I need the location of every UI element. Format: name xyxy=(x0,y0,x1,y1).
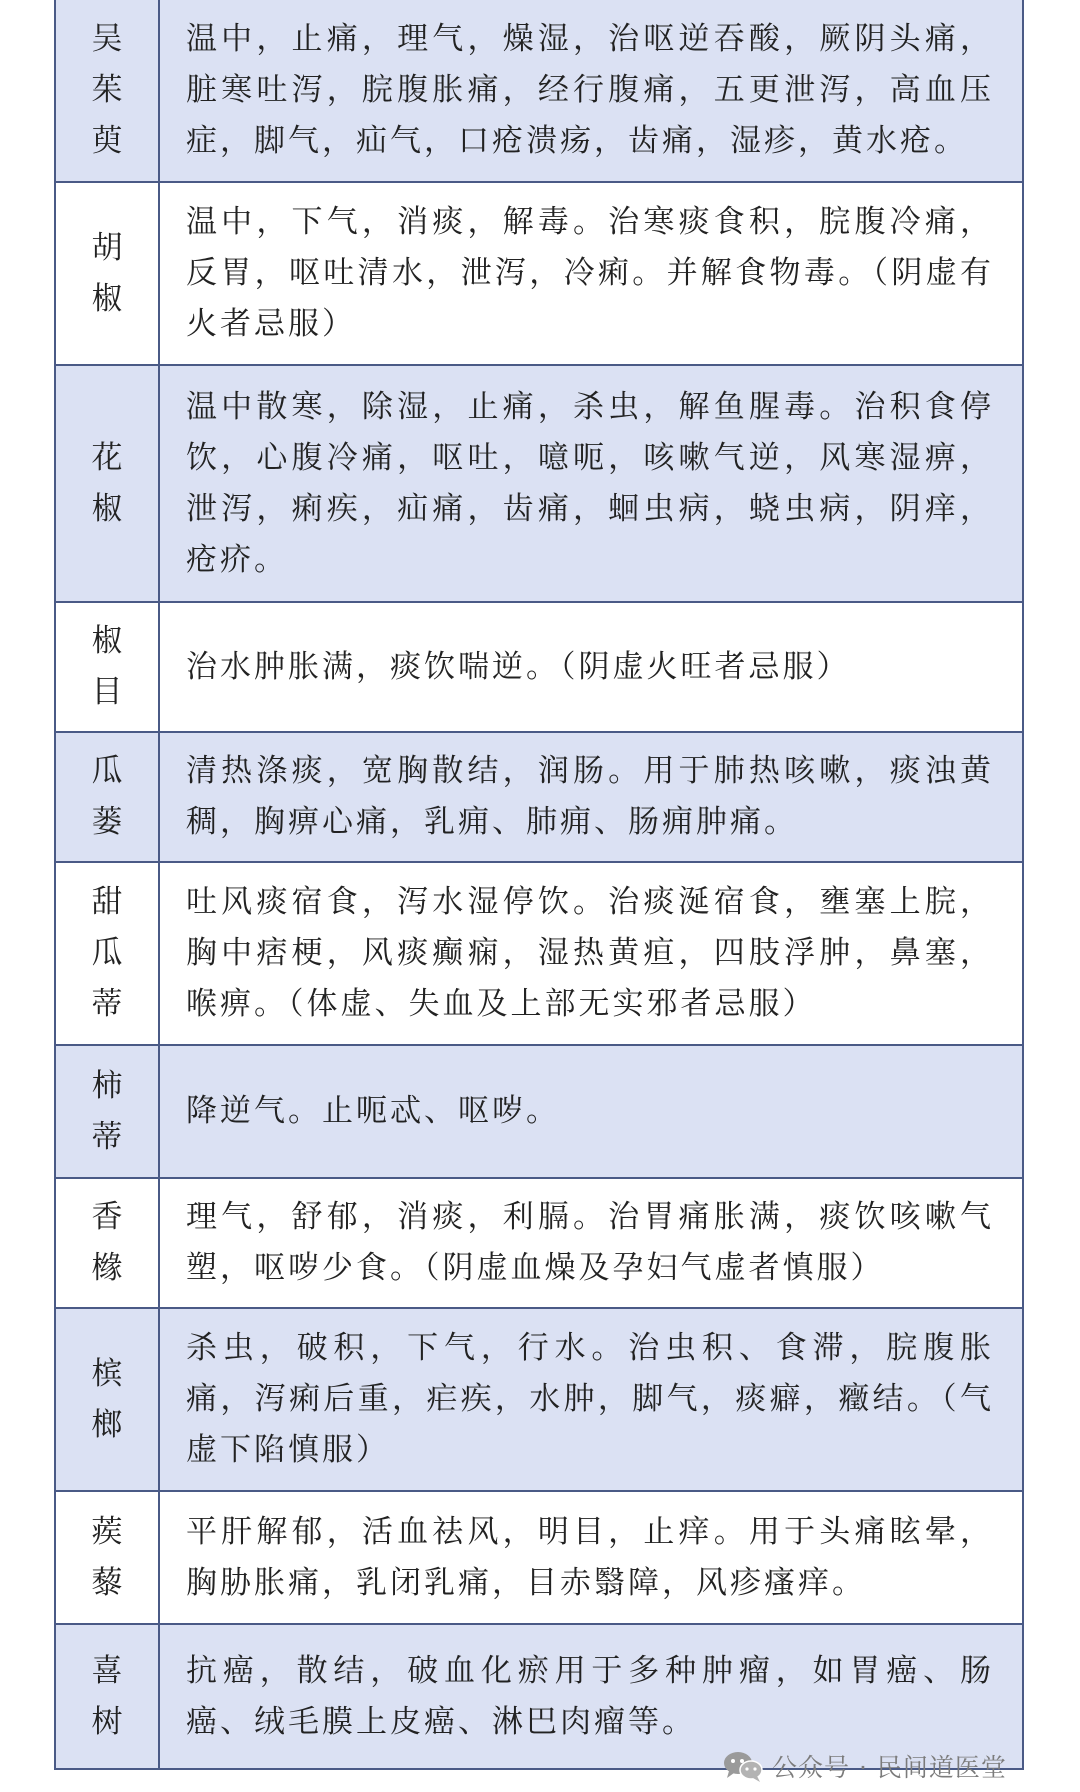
wechat-icon xyxy=(722,1749,764,1783)
herb-description-cell xyxy=(159,182,1023,365)
herb-name-cell xyxy=(55,1045,159,1178)
table-row xyxy=(55,862,1023,1045)
table-row xyxy=(55,365,1023,602)
herb-table xyxy=(54,0,1024,1770)
herb-name: 椒目 xyxy=(91,623,123,710)
herb-description: 降逆气。止呃忒、呕哕。 xyxy=(186,1093,560,1129)
herb-name-cell xyxy=(55,1624,159,1769)
herb-name-cell xyxy=(55,365,159,602)
herb-description: 平肝解郁，活血祛风，明目，止痒。用于头痛眩晕，胸胁胀痛，乳闭乳痛，目赤翳障，风疹瘙痒。 xyxy=(186,1513,994,1601)
herb-description-cell xyxy=(159,365,1023,602)
table-row xyxy=(55,602,1023,732)
herb-description-cell xyxy=(159,0,1023,182)
herb-description-cell xyxy=(159,1178,1023,1308)
herb-description: 吐风痰宿食，泻水湿停饮。治痰涎宿食，壅塞上脘，胸中痞梗，风痰癫痫，湿热黄疸，四肢浮肿，鼻塞，喉痹。（体虚、失血及上部无实邪者忌服） xyxy=(186,884,994,1022)
herb-description-cell xyxy=(159,1491,1023,1624)
herb-description: 温中散寒，除湿，止痛，杀虫，解鱼腥毒。治积食停饮，心腹冷痛，呕吐，噫呃，咳嗽气逆，风寒湿痹，泄泻，痢疾，疝痛，齿痛，蛔虫病，蛲虫病，阴痒，疮疥。 xyxy=(186,388,994,578)
herb-name: 吴茱萸 xyxy=(91,21,123,159)
herb-description-cell xyxy=(159,602,1023,732)
table-row xyxy=(55,1308,1023,1491)
herb-name-cell xyxy=(55,182,159,365)
herb-name: 蒺藜 xyxy=(91,1513,123,1601)
herb-name: 柿蒂 xyxy=(91,1067,123,1155)
herb-description: 治水肿胀满，痰饮喘逆。（阴虚火旺者忌服） xyxy=(186,648,851,685)
herb-name-cell xyxy=(55,0,159,182)
herb-name: 瓜蒌 xyxy=(91,753,123,840)
watermark-text: 公众号 · 民间道医堂 xyxy=(772,1753,1007,1782)
herb-name: 香橼 xyxy=(91,1199,123,1286)
herb-description-cell xyxy=(159,1308,1023,1491)
herb-name: 胡椒 xyxy=(91,229,123,317)
herb-description: 理气，舒郁，消痰，利膈。治胃痛胀满，痰饮咳嗽气塑，呕哕少食。（阴虚血燥及孕妇气虚者慎服） xyxy=(186,1199,994,1286)
herb-description: 温中，下气，消痰，解毒。治寒痰食积，脘腹冷痛，反胃，呕吐清水，泄泻，冷痢。并解食物毒。（阴虚有火者忌服） xyxy=(186,204,994,342)
table-row xyxy=(55,732,1023,862)
herb-name-cell xyxy=(55,862,159,1045)
herb-description-cell xyxy=(159,1045,1023,1178)
herb-name-cell xyxy=(55,1178,159,1308)
table-row xyxy=(55,182,1023,365)
table-row xyxy=(55,1045,1023,1178)
herb-name-cell xyxy=(55,732,159,862)
herb-name: 喜树 xyxy=(91,1652,123,1740)
table-row xyxy=(55,1178,1023,1308)
herb-name-cell xyxy=(55,602,159,732)
herb-description: 抗癌，散结，破血化瘀用于多种肿瘤，如胃癌、肠癌、绒毛膜上皮癌、淋巴肉瘤等。 xyxy=(186,1652,994,1740)
herb-description-cell xyxy=(159,732,1023,862)
table-row xyxy=(55,1491,1023,1624)
herb-name-cell xyxy=(55,1491,159,1624)
herb-name: 槟榔 xyxy=(91,1355,123,1443)
herb-description: 清热涤痰，宽胸散结，润肠。用于肺热咳嗽，痰浊黄稠，胸痹心痛，乳痈、肺痈、肠痈肿痛。 xyxy=(186,753,994,840)
watermark xyxy=(722,1740,1007,1792)
table-row xyxy=(55,0,1023,182)
herb-description: 杀虫，破积，下气，行水。治虫积、食滞，脘腹胀痛，泻痢后重，疟疾，水肿，脚气，痰癖，癥结。（气虚下陷慎服） xyxy=(186,1330,994,1468)
herb-name: 花椒 xyxy=(91,439,123,527)
herb-description: 温中，止痛，理气，燥湿，治呕逆吞酸，厥阴头痛，脏寒吐泻，脘腹胀痛，经行腹痛，五更泄泻，高血压症，脚气，疝气，口疮溃疡，齿痛，湿疹，黄水疮。 xyxy=(186,21,994,159)
herb-name-cell xyxy=(55,1308,159,1491)
herb-name: 甜瓜蒂 xyxy=(91,884,123,1022)
herb-description-cell xyxy=(159,862,1023,1045)
